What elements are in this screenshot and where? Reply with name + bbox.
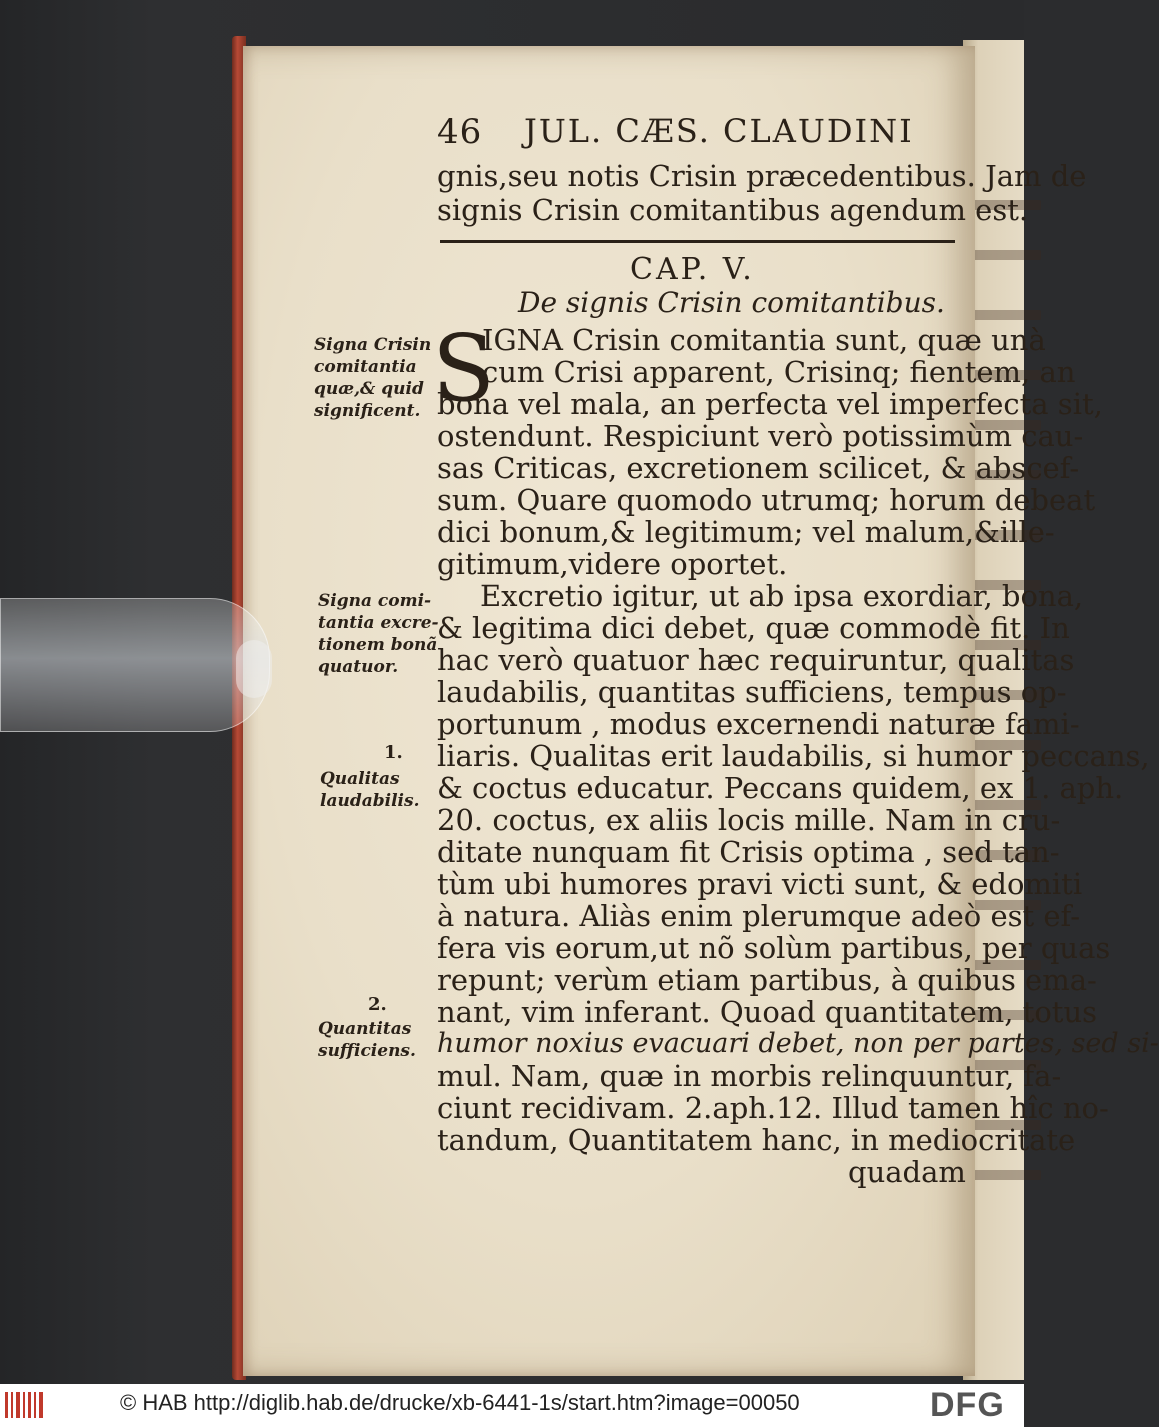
text-line: mul. Nam, quæ in morbis relinquuntur, fa-	[437, 1059, 1062, 1093]
text-line: & coctus educatur. Peccans quidem, ex 1. aph.	[437, 771, 1124, 805]
text-line: cum Crisi apparent, Crisinq; fientem, an	[482, 355, 1076, 389]
footer-bar	[0, 1384, 1024, 1427]
text-line: sas Criticas, excretionem scilicet, & abscef-	[437, 451, 1080, 485]
text-line: sum. Quare quomodo utrumq; horum debeat	[437, 483, 1096, 517]
dfg-logo: DFG	[930, 1386, 1005, 1424]
text-line: nant, vim inferant. Quoad quantitatem, totus	[437, 995, 1098, 1029]
page-clip-holder	[0, 598, 270, 732]
text-line: & legitima dici debet, quæ commodè fit. In	[437, 611, 1070, 645]
text-line: dici bonum,& legitimum; vel malum,&ille-	[437, 515, 1055, 549]
text-line: Excretio igitur, ut ab ipsa exordiar, bona,	[480, 579, 1084, 613]
marginal-note-signa-crisin: Signa Crisin comitantia quæ,& quid significent.	[314, 335, 432, 421]
text-line: à natura. Aliàs enim plerumque adeò est ef-	[437, 899, 1081, 933]
text-line: tùm ubi humores pravi victi sunt, & edomiti	[437, 867, 1083, 901]
marginal-number: 1.	[384, 742, 403, 763]
text-line: humor noxius evacuari debet, non per partes, sed si-	[437, 1028, 1159, 1059]
section-rule	[440, 240, 955, 243]
text-line: 20. coctus, ex aliis locis mille. Nam in cru-	[437, 803, 1061, 837]
marginal-note-qualitas: Qualitas laudabilis.	[320, 769, 420, 811]
text-line: portunum , modus excernendi naturæ fami-	[437, 707, 1080, 741]
text-line: liaris. Qualitas erit laudabilis, si humor peccans,	[437, 739, 1150, 773]
text-line: repunt; verùm etiam partibus, à quibus ema-	[437, 963, 1097, 997]
text-line: gitimum,videre oportet.	[437, 547, 788, 581]
running-head: JUL. CÆS. CLAUDINI	[524, 112, 914, 150]
text-line: hac verò quatuor hæc requiruntur, qualitas	[437, 643, 1075, 677]
marginal-note-quantitas: Quantitas sufficiens.	[318, 1019, 416, 1061]
text-line: signis Crisin comitantibus agendum est.	[437, 193, 1029, 227]
text-line: tandum, Quantitatem hanc, in mediocritate	[437, 1123, 1076, 1157]
page-clip-tip	[236, 640, 272, 698]
marginal-number: 2.	[368, 994, 387, 1015]
text-line: ditate nunquam fit Crisis optima , sed tan-	[437, 835, 1060, 869]
text-line: gnis,seu notis Crisin præcedentibus. Jam de	[437, 159, 1087, 193]
text-line: bona vel mala, an perfecta vel imperfecta sit,	[437, 387, 1103, 421]
text-line: IGNA Crisin comitantia sunt, quæ unà	[482, 323, 1046, 357]
chapter-heading: CAP. V.	[630, 252, 755, 287]
catchword: quadam	[848, 1155, 966, 1189]
text-line: laudabilis, quantitas sufficiens, tempus op-	[437, 675, 1067, 709]
text-line: fera vis eorum,ut nõ solùm partibus, per quas	[437, 931, 1111, 965]
drop-cap: S	[432, 315, 496, 422]
text-line: ciunt recidivam. 2.aph.12. Illud tamen hîc no-	[437, 1091, 1109, 1125]
footer-credit-link[interactable]: © HAB http://diglib.hab.de/drucke/xb-6441-1s/start.htm?image=00050	[120, 1390, 800, 1415]
library-barcode-icon	[5, 1390, 45, 1420]
page-number: 46	[437, 112, 483, 152]
chapter-title: De signis Crisin comitantibus.	[518, 286, 945, 319]
marginal-note-excretio: Signa comi- tantia excre- tionem bonã quatuor.	[318, 591, 439, 677]
text-line: ostendunt. Respiciunt verò potissimùm cau-	[437, 419, 1084, 453]
